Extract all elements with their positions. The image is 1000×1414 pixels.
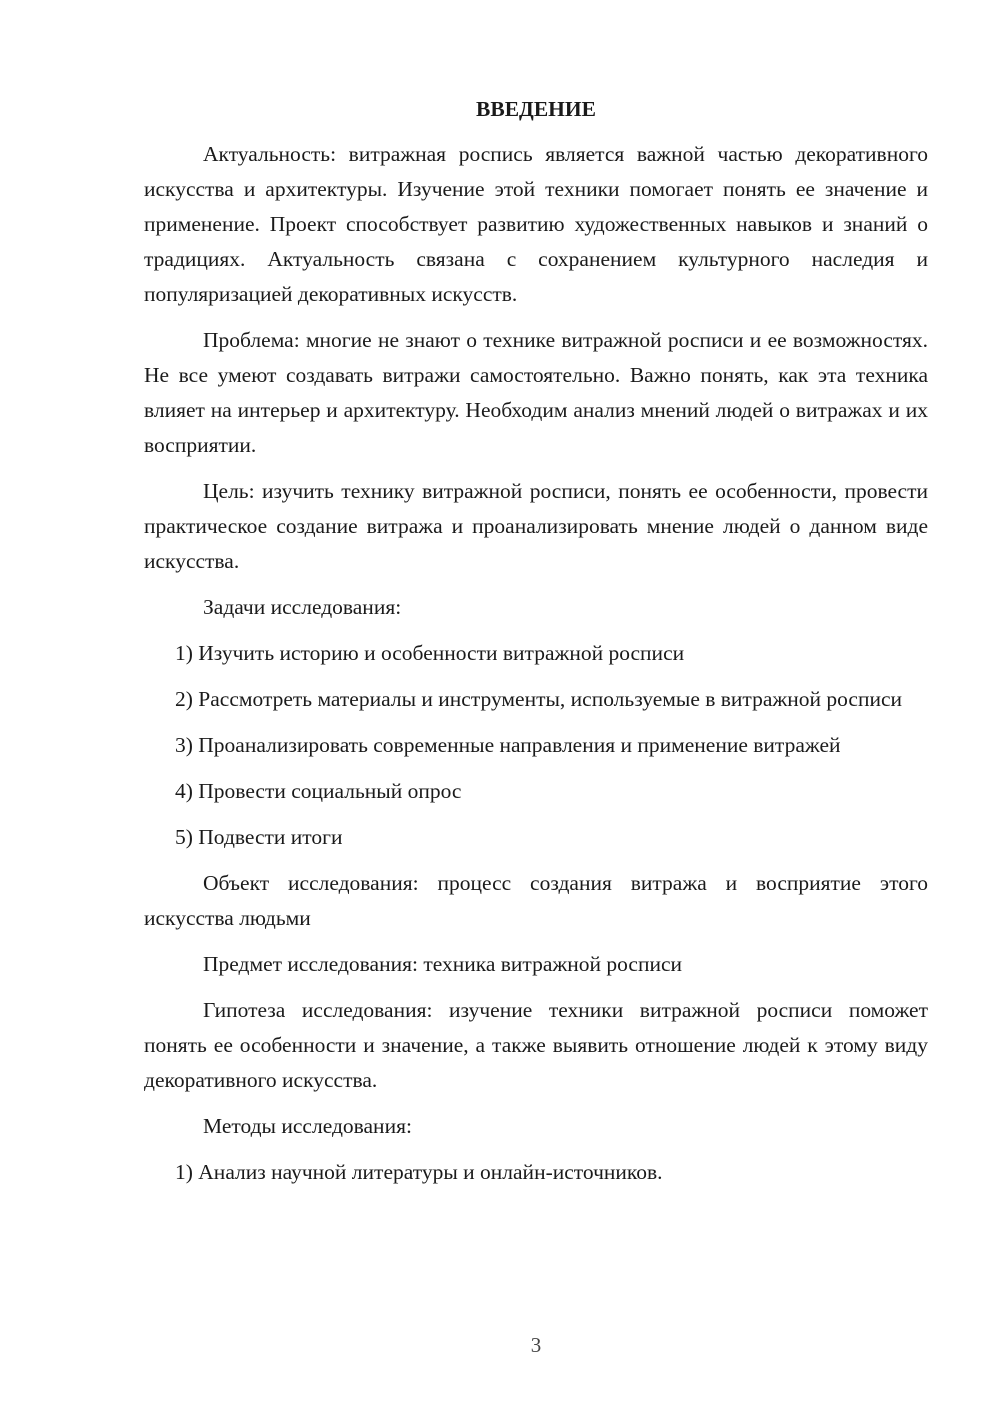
object-paragraph: Объект исследования: процесс создания витража и восприятие этого искусства людьми: [144, 871, 928, 930]
document-page: [144, 92, 928, 1201]
hypothesis-paragraph: Гипотеза исследования: изучение техники витражной росписи поможет понять ее особенности и значение, а также выявить отношение людей к этому виду декоративного искусства.: [144, 998, 928, 1092]
list-item: 2) Рассмотреть материалы и инструменты, используемые в витражной росписи: [175, 687, 903, 711]
subject-paragraph: Предмет исследования: техника витражной росписи: [203, 952, 683, 976]
list-item: 1) Анализ научной литературы и онлайн-источников.: [175, 1160, 663, 1184]
tasks-heading: Задачи исследования:: [203, 595, 402, 619]
relevance-paragraph: Актуальность: витражная роспись является важной частью декоративного искусства и архитектуры. Изучение этой техники помогает понять ее значение и применение. Проект способствует развитию художественных навыков и знаний о традициях. Актуальность связана с сохранением культурного наследия и популяризацией декоративных искусств.: [144, 142, 928, 306]
problem-paragraph: Проблема: многие не знают о технике витражной росписи и ее возможностях. Не все умеют создавать витражи самостоятельно. Важно понять, как эта техника влияет на интерьер и архитектуру. Необходим анализ мнений людей о витражах и их восприятии.: [144, 328, 928, 457]
page-number: 3: [530, 1333, 542, 1357]
methods-list: [144, 1155, 928, 1190]
goal-paragraph: Цель: изучить технику витражной росписи, понять ее особенности, провести практическое создание витража и проанализировать мнение людей о данном виде искусства.: [144, 479, 928, 573]
list-item: 1) Изучить историю и особенности витражной росписи: [175, 641, 685, 665]
tasks-list: [144, 636, 928, 855]
list-item: 4) Провести социальный опрос: [175, 779, 462, 803]
methods-heading: Методы исследования:: [203, 1114, 412, 1138]
list-item: 3) Проанализировать современные направления и применение витражей: [175, 733, 841, 757]
list-item: 5) Подвести итоги: [175, 825, 343, 849]
section-title: ВВЕДЕНИЕ: [476, 97, 596, 121]
